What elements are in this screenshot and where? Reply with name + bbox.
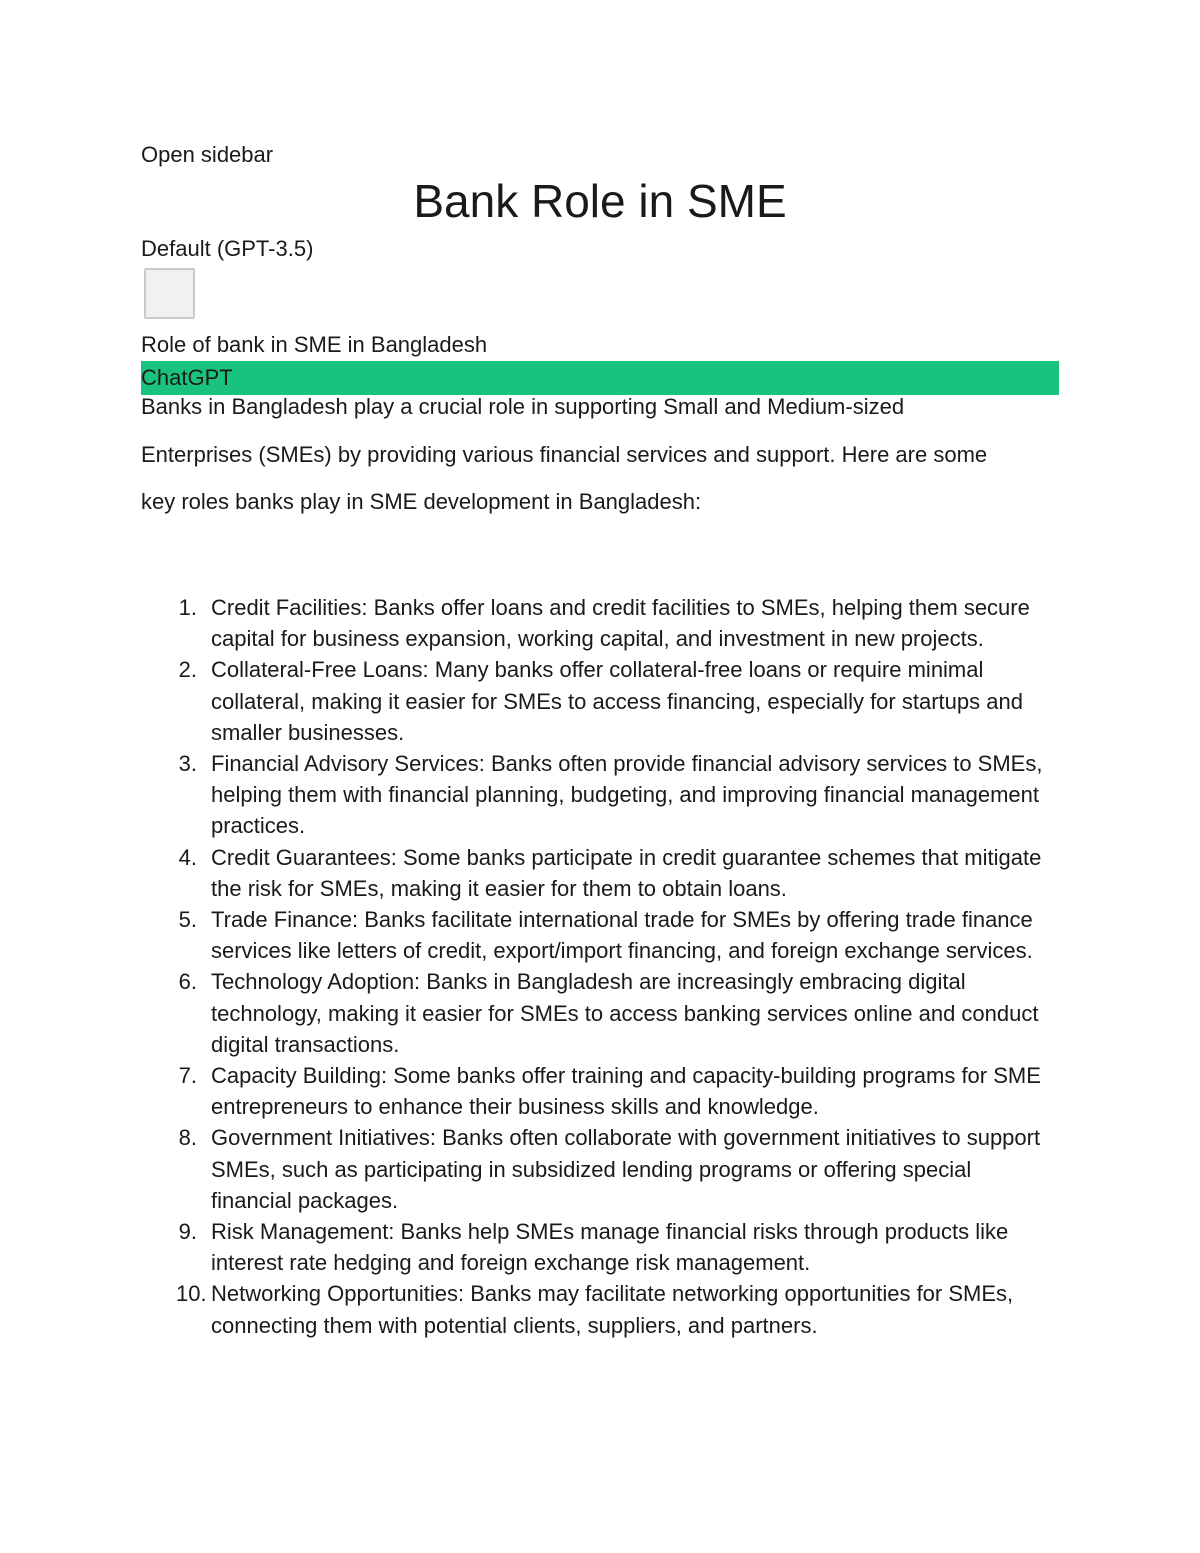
list-item bbox=[141, 654, 1059, 748]
list-item bbox=[141, 1060, 1059, 1122]
page-title: Bank Role in SME bbox=[413, 175, 787, 227]
list-item-text: Credit Facilities: Banks offer loans and credit facilities to SMEs, helping them secure capital for business expansion, working capital, and investment in new projects. bbox=[211, 595, 1030, 652]
intro-line: key roles banks play in SME development in Bangladesh: bbox=[141, 489, 702, 514]
list-number: 6. bbox=[178, 969, 197, 995]
model-label: Default (GPT-3.5) bbox=[141, 236, 314, 261]
list-number: 7. bbox=[178, 1063, 197, 1089]
list-item-text: Networking Opportunities: Banks may facilitate networking opportunities for SMEs, connecting them with potential clients, suppliers, and partners. bbox=[211, 1281, 1014, 1338]
response-intro bbox=[141, 392, 987, 535]
list-item bbox=[141, 1278, 1059, 1340]
assistant-label: ChatGPT bbox=[141, 365, 233, 390]
open-sidebar-text: Open sidebar bbox=[141, 142, 274, 167]
intro-line: Banks in Bangladesh play a crucial role in supporting Small and Medium-sized bbox=[141, 394, 905, 419]
list-item-text: Technology Adoption: Banks in Bangladesh are increasingly embracing digital technology, making it easier for SMEs to access banking services online and conduct digital transactions. bbox=[211, 969, 1039, 1057]
list-item-text: Trade Finance: Banks facilitate international trade for SMEs by offering trade finance services like letters of credit, export/import financing, and foreign exchange services. bbox=[211, 907, 1033, 964]
list-item-text: Credit Guarantees: Some banks participate in credit guarantee schemes that mitigate the risk for SMEs, making it easier for them to obtain loans. bbox=[211, 844, 1042, 901]
list-item-text: Capacity Building: Some banks offer training and capacity-building programs for SME entrepreneurs to enhance their business skills and knowledge. bbox=[211, 1063, 1041, 1120]
list-item-text: Financial Advisory Services: Banks often provide financial advisory services to SMEs, helping them with financial planning, budgeting, and improving financial management practices. bbox=[211, 751, 1043, 839]
list-number: 3. bbox=[178, 751, 197, 777]
list-number: 4. bbox=[178, 844, 197, 870]
list-item-text: Government Initiatives: Banks often collaborate with government initiatives to support SMEs, such as participating in subsidized lending programs or offering special financial packages. bbox=[211, 1125, 1041, 1213]
list-item bbox=[141, 966, 1059, 1060]
list-number: 8. bbox=[178, 1125, 197, 1151]
list-number: 2. bbox=[178, 657, 197, 683]
list-item bbox=[141, 592, 1059, 654]
user-avatar-placeholder bbox=[144, 268, 195, 319]
list-item bbox=[141, 842, 1059, 904]
list-item bbox=[141, 1216, 1059, 1278]
list-item bbox=[141, 748, 1059, 842]
intro-line: Enterprises (SMEs) by providing various financial services and support. Here are some bbox=[141, 441, 988, 467]
user-prompt: Role of bank in SME in Bangladesh bbox=[141, 332, 488, 357]
list-number: 1. bbox=[178, 595, 197, 620]
list-item-text: Collateral-Free Loans: Many banks offer collateral-free loans or require minimal collateral, making it easier for SMEs to access financing, especially for startups and smaller businesses. bbox=[211, 657, 1023, 745]
list-number: 5. bbox=[178, 907, 197, 933]
assistant-header-bar bbox=[141, 361, 1059, 395]
list-item bbox=[141, 904, 1059, 966]
list-item-text: Risk Management: Banks help SMEs manage financial risks through products like interest rate hedging and foreign exchange risk management. bbox=[211, 1219, 1009, 1276]
list-number: 10. bbox=[176, 1281, 207, 1307]
list-number: 9. bbox=[178, 1219, 197, 1245]
roles-list bbox=[141, 592, 1059, 1341]
list-item bbox=[141, 1122, 1059, 1216]
